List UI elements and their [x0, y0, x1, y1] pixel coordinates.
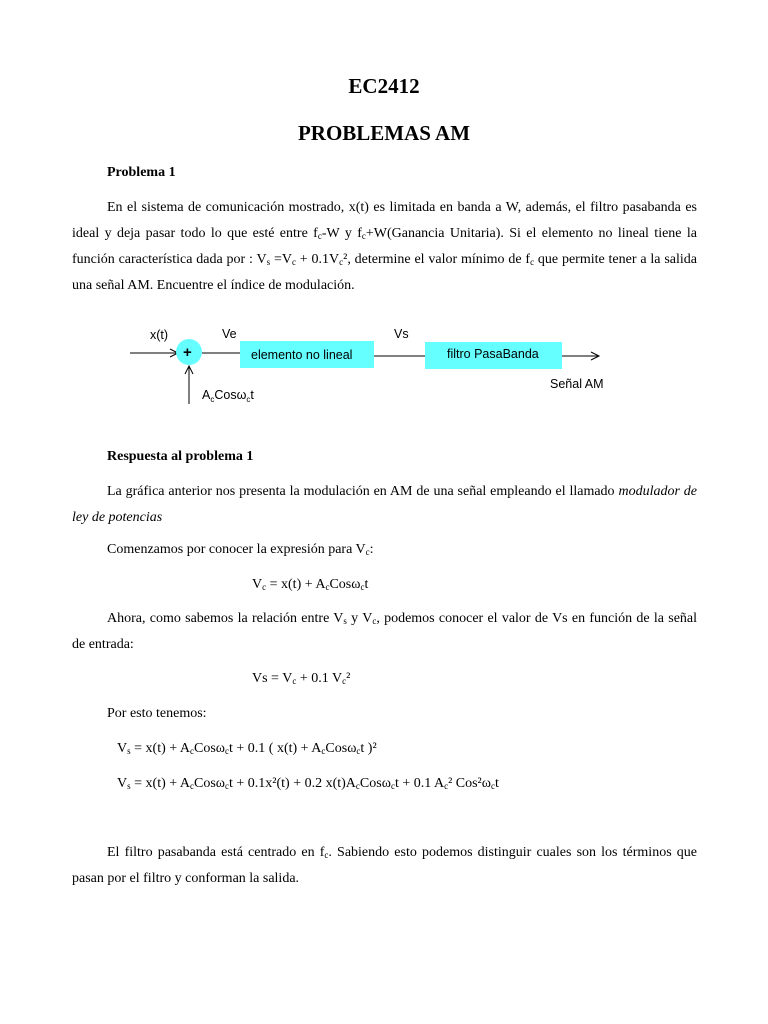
answer-sentence-2: Ahora, como sabemos la relación entre $V_s$ y $V_c$, podemos conocer el valor de Vs en función de la señal de entrada: [72, 611, 698, 652]
output-label: Señal AM [550, 377, 604, 391]
document-code: EC2412 [348, 74, 420, 98]
carrier-label: $A_cCos\omega_ct$ [202, 388, 254, 404]
problem-1-statement: En el sistema de comunicación mostrado, x(t) es limitada en banda a W, además, el filtro pasabanda es ideal y deja pasar todo lo que esté entre $f_c-W$ y $f_c+W(Ganancia$ Unitaria). Si el elemento no lineal tiene la función característica dada por : $V_s =V_c + 0.1V_c^2$, determine el valor mínimo de $f_c$ que permite tener a la salida una señal AM. Encuentre el índice de modulación. [72, 200, 697, 293]
document-title: PROBLEMAS AM [297, 121, 471, 145]
equation-vs-expanded-2: $V_s = x(t) + A_cCos\omega_ct + 0.1x^2(t) + 0.2$ $x(t)A_cCos\omega_ct + 0.1$ $A_c^2$ $Cos^2\omega_ct$ [117, 776, 499, 791]
sum-symbol: + [183, 344, 192, 361]
block-diagram [118, 314, 618, 414]
ve-label: Ve [222, 327, 237, 341]
input-label: x(t) [150, 328, 169, 342]
bandpass-filter-label: filtro PasaBanda [447, 347, 539, 361]
problem-1-heading: Problema 1 [107, 165, 176, 180]
answer-intro: La gráfica anterior nos presenta la modulación en AM de una señal empleando el llamado modulador de ley de potencias [72, 484, 697, 525]
vs-label: Vs [394, 327, 409, 341]
answer-1-heading: Respuesta al problema 1 [107, 449, 254, 464]
answer-sentence-1: Comenzamos por conocer la expresión para $V_c$: [107, 542, 374, 557]
equation-vc: $V_c = x(t) + A_cCos\omega_ct$ [252, 577, 369, 592]
nonlinear-element-label: elemento no lineal [251, 348, 353, 362]
equation-vs: $Vs = V_c + 0.1$ $V_c^2$ [252, 671, 351, 686]
equation-vs-expanded-1: $V_s = x(t) + A_cCos\omega_ct + 0.1$ ( $x(t) + A_cCos\omega_ct$ )² [117, 741, 377, 756]
answer-sentence-4: El filtro pasabanda está centrado en $f_c$. Sabiendo esto podemos distinguir cuales son los términos que pasan por el filtro y conforman la salida. [72, 845, 697, 886]
answer-sentence-3: Por esto tenemos: [107, 706, 207, 721]
